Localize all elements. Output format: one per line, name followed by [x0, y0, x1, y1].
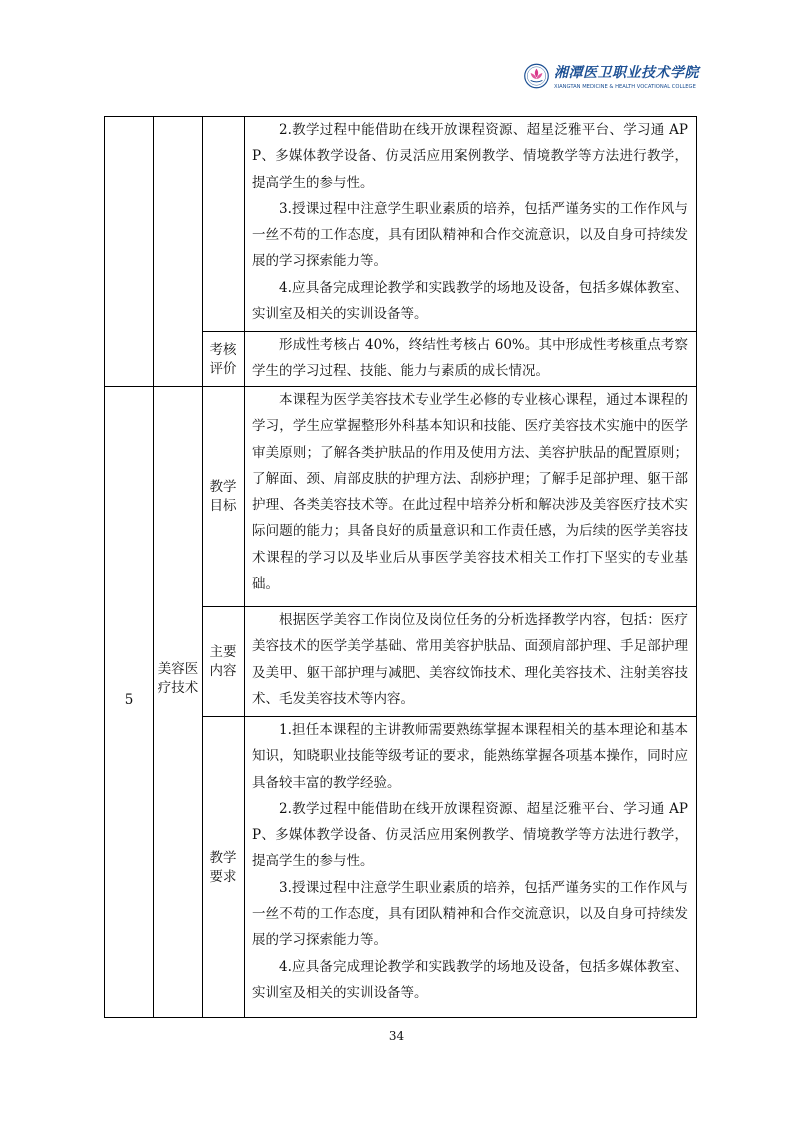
assessment-text: 形成性考核占 40%，终结性考核占 60%。其中形成性考核重点考察学生的学习过程、技能、能力与素质的成长情况。: [252, 337, 688, 380]
assessment-cell: [252, 332, 688, 385]
course-number: 5: [124, 692, 134, 708]
course-table: [104, 116, 697, 1018]
objectives-text: 本课程为医学美容技术专业学生必修的专业核心课程，通过本课程的学习，学生应掌握整形外科基本知识和技能、医疗美容技术实施中的医学审美原则；了解各类护肤品的作用及使用方法、美容护肤品的配置原则；了解面、颈、肩部皮肤的护理方法、刮痧护理；了解手足部护理、躯干部护理、各类美容技术等。在此过程中培养分析和解决涉及美容医疗技术实际问题的能力；具备良好的质量意识和工作责任感，为后续的医学美容技术课程的学习以及毕业后从事医学美容技术相关工作打下坚实的专业基础。: [252, 392, 688, 593]
requirement-paragraph: 3.授课过程中注意学生职业素质的培养，包括严谨务实的工作作风与一丝不苟的工作态度，具有团队精神和合作交流意识，以及自身可持续发展的学习探索能力等。: [252, 200, 688, 270]
requirements-cell: [252, 717, 688, 1006]
content-text: 根据医学美容工作岗位及岗位任务的分析选择教学内容，包括：医疗美容技术的医学美学基础、常用美容护肤品、面颈肩部护理、手足部护理及美甲、躯干部护理与减肥、美容纹饰技术、理化美容技术、注射美容技术、毛发美容技术等内容。: [252, 612, 688, 707]
requirement-paragraph: 2.教学过程中能借助在线开放课程资源、超星泛雅平台、学习通 APP、多媒体教学设备、仿灵活应用案例教学、情境教学等方法进行教学，提高学生的参与性。: [252, 800, 688, 870]
column-divider-3: [244, 116, 245, 1018]
content-label: 主要内容: [209, 644, 237, 679]
requirement-paragraph: 1.担任本课程的主讲教师需要熟练掌握本课程相关的基本理论和基本知识，知晓职业技能等级考证的要求，能熟练掌握各项基本操作，同时应具备较丰富的教学经验。: [252, 722, 688, 791]
objectives-cell: [252, 387, 688, 597]
course-name: 美容医疗技术: [157, 661, 199, 696]
college-name-cn: 湘潭医卫职业技术学院: [554, 65, 699, 81]
table-border-left: [104, 116, 105, 1018]
table-border-right: [696, 116, 697, 1018]
objectives-label: 教学目标: [209, 479, 237, 514]
requirement-paragraph: 3.授课过程中注意学生职业素质的培养，包括严谨务实的工作作风与一丝不苟的工作态度，具有团队精神和合作交流意识，以及自身可持续发展的学习探索能力等。: [252, 879, 688, 949]
table-border-bottom: [104, 1017, 697, 1018]
requirement-paragraph: 4.应具备完成理论教学和实践教学的场地及设备，包括多媒体教室、实训室及相关的实训设备等。: [252, 279, 688, 323]
college-name-en: XIANGTAN MEDICINE & HEALTH VOCATIONAL COLLEGE: [554, 84, 696, 90]
page-number: 34: [388, 1029, 405, 1043]
college-emblem-icon: [524, 59, 549, 93]
assessment-label: 考核评价: [209, 342, 237, 377]
content-cell: [252, 607, 688, 712]
college-logo: [524, 56, 699, 96]
requirements-label: 教学要求: [209, 850, 237, 885]
previous-requirements-cell: [252, 117, 688, 327]
column-divider-1: [153, 116, 154, 1018]
requirement-paragraph: 4.应具备完成理论教学和实践教学的场地及设备，包括多媒体教室、实训室及相关的实训设备等。: [252, 958, 688, 1001]
requirement-paragraph: 2.教学过程中能借助在线开放课程资源、超星泛雅平台、学习通 APP、多媒体教学设备、仿灵活应用案例教学、情境教学等方法进行教学，提高学生的参与性。: [252, 122, 688, 191]
